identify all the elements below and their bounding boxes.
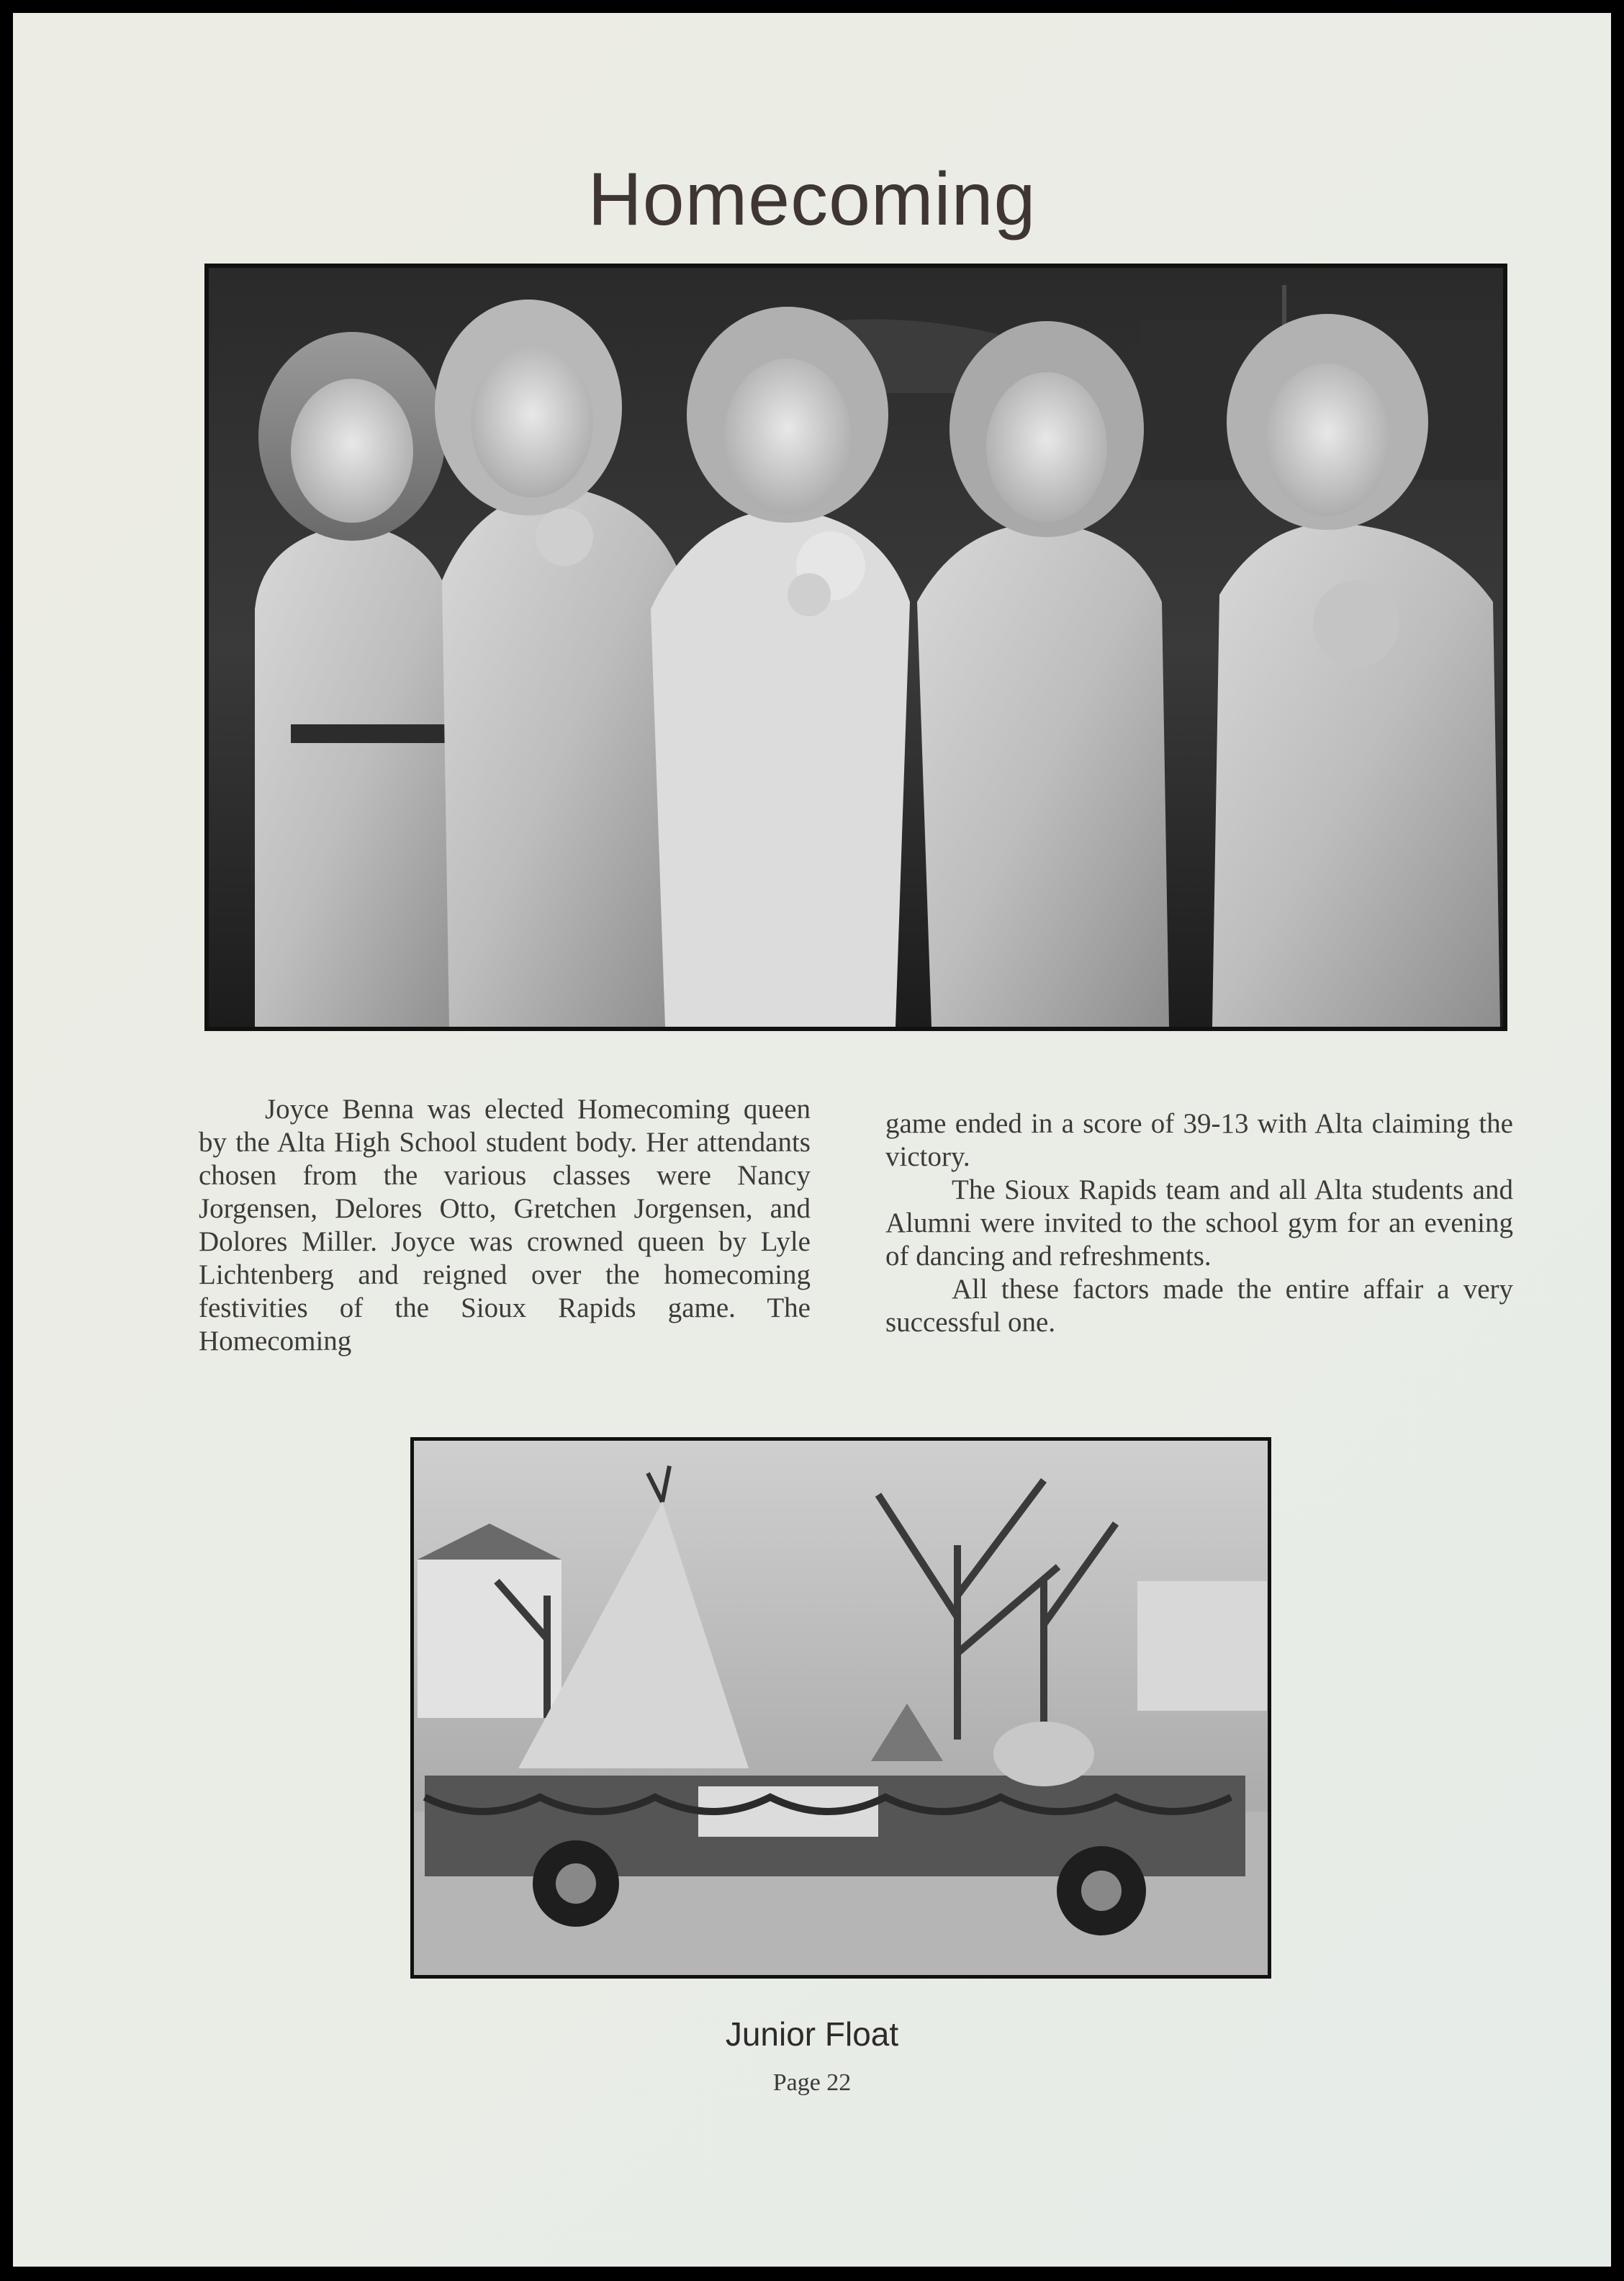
article-paragraph-3: The Sioux Rapids team and all Alta students and Alumni were invited to the school gym for an evening of dancing and refreshments. — [885, 1174, 1513, 1272]
article-left-column — [199, 1093, 811, 1358]
page-title: Homecoming — [587, 158, 1037, 241]
article-paragraph-2: game ended in a score of 39-13 with Alta claiming the victory. — [885, 1108, 1513, 1172]
homecoming-court-photo — [204, 264, 1507, 1031]
page-number: Page 22 — [772, 2069, 852, 2096]
article-right-column — [885, 1107, 1513, 1339]
float-caption: Junior Float — [725, 2015, 899, 2053]
girl-1-figure — [255, 332, 464, 1027]
girl-3-figure — [651, 307, 910, 1027]
girl-4-figure — [917, 321, 1169, 1027]
junior-float-photo — [410, 1437, 1271, 1979]
article-paragraph-1: Joyce Benna was elected Homecoming queen by the Alta High School student body. Her attendants chosen from the various classes were Nancy Jorgensen, Delores Otto, Gretchen Jorgensen, and Dolores Miller. Joyce was crowned queen by Lyle Lichtenberg and reigned over the homecoming festivities of the Sioux Rapids game. The Homecoming — [199, 1094, 811, 1357]
yearbook-page — [13, 13, 1611, 2267]
article-paragraph-4: All these factors made the entire affair a very successful one. — [885, 1274, 1513, 1338]
